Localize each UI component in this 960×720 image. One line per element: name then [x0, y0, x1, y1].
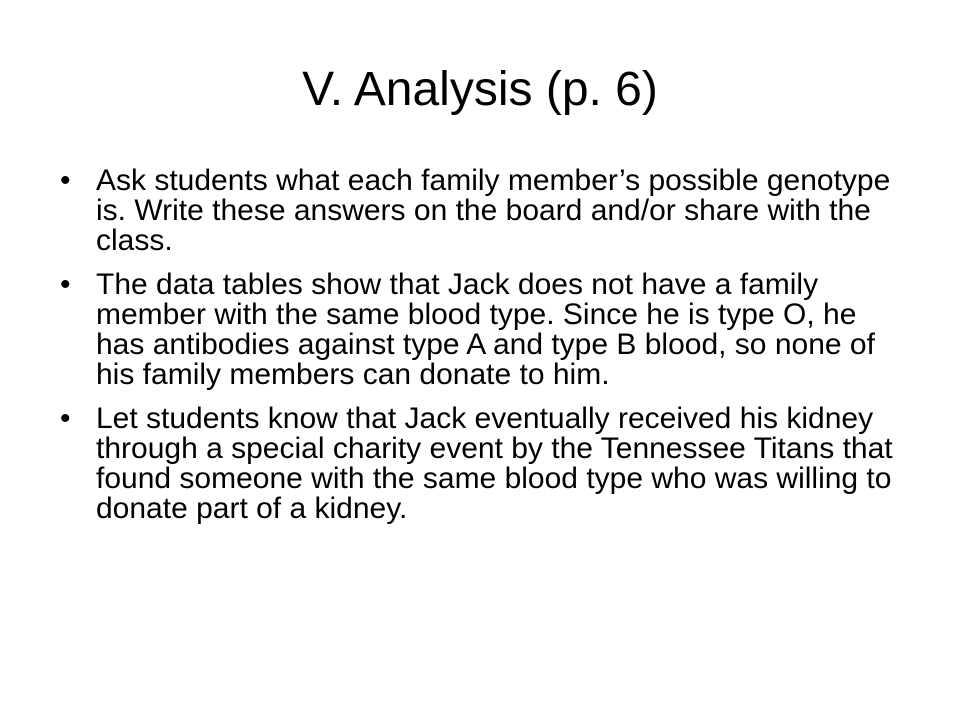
bullet-item: [60, 404, 900, 524]
bullet-text: Ask students what each family member’s possible genotype is. Write these answers on the board and/or share with the class.: [96, 164, 891, 257]
bullet-item: [60, 270, 900, 390]
slide-title: V. Analysis (p. 6): [302, 63, 658, 116]
bullet-list: [60, 166, 900, 538]
bullet-text: Let students know that Jack eventually received his kidney through a special charity event by the Tennessee Titans that found someone with the same blood type who was willing to donate part of a kidney.: [96, 402, 893, 525]
bullet-text: The data tables show that Jack does not have a family member with the same blood type. Since he is type O, he has antibodies against type A and type B blood, so none of his family members can donate to him.: [96, 268, 875, 391]
bullet-item: [60, 166, 900, 256]
bullet-icon: •: [60, 164, 71, 197]
bullet-icon: •: [60, 268, 71, 301]
bullet-icon: •: [60, 402, 71, 435]
